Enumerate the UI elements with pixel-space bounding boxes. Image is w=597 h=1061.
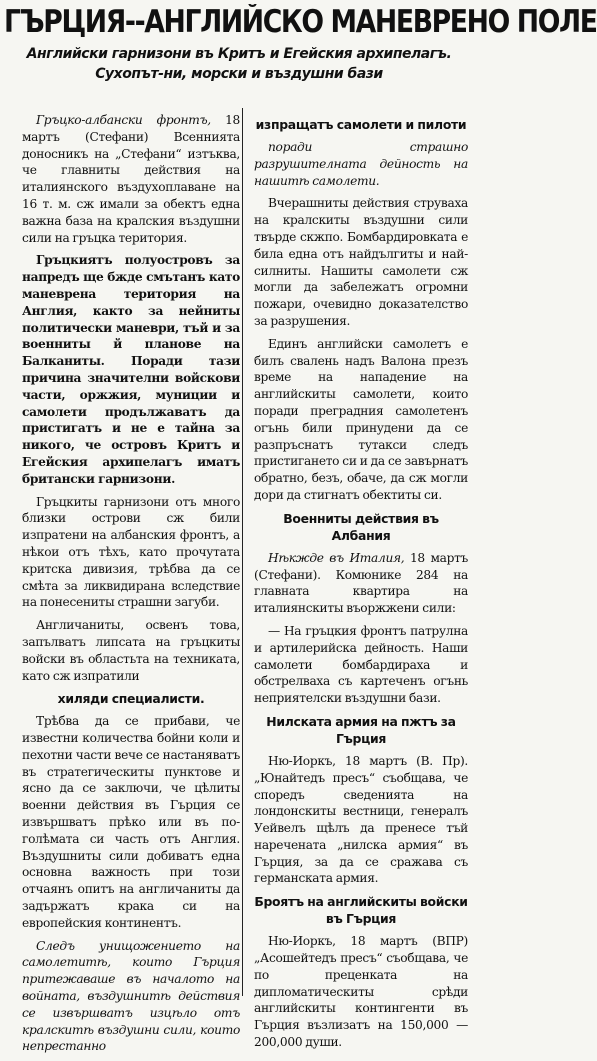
article-paragraph xyxy=(254,550,468,617)
dateline: Нѣкжде въ Италия, xyxy=(268,550,405,565)
section-subheading: Нилската армия на пжтъ за Гърция xyxy=(266,713,456,746)
article-paragraph xyxy=(254,753,468,887)
paragraph-text: 18 мартъ (Стефани). Комюнике 284 на главната квартира на италиянскиты въоржжени сили: xyxy=(254,550,468,616)
headline: ГЪРЦИЯ--АНГЛИЙСКО МАНЕВРЕНО ПОЛЕ xyxy=(4,4,597,40)
article-paragraph xyxy=(22,713,240,931)
paragraph-text: Ню-Иоркъ, 18 мартъ (ВПР) „Асошейтедъ пресъ“ съобщава, че по преценката на дипломатическиты срѣди английскиты контингенти въ Гърция възлизатъ на 150,000 — 200,000 души. xyxy=(254,934,468,1050)
dateline: Гръцко-албански фронтъ, xyxy=(36,113,211,127)
article-paragraph xyxy=(22,494,240,612)
paragraph-text: 18 мартъ (Стефани) Всеннията доносникъ на „Стефани“ изтъква, че главниты действия на италиянского въздухоплаване на 16 т. м. сж имали за обектъ една важна база на кралския въздушни сили на гръцка територия. xyxy=(22,113,240,245)
article-paragraph xyxy=(254,623,468,707)
article-paragraph xyxy=(22,938,240,1056)
paragraph-text: Следъ унищожението на самолетитѣ, които Гърция притежаваше въ началото на войната, въздушнитѣ действия се извършватъ изцѣло отъ кралскитѣ въздушни сили, които непрестанно xyxy=(22,938,240,1054)
paragraph-text: Единъ английски самолетъ е билъ свалень надъ Валона презъ време на нападение на английскиты самолети, които поради преградния самолетенъ огънь били принудени да се разпръснатъ тутакси следъ пристигането си и да се завърнатъ обратно, безъ, обаче, да сж могли дори да стигнатъ обектиты си. xyxy=(254,336,468,502)
section-subheading: Военниты действия въ Албания xyxy=(283,510,439,543)
subheadline: Английски гарнизони въ Критъ и Егейския архипелагъ. Сухопът-ни, морски и въздушни бази xyxy=(26,46,452,82)
left-column xyxy=(22,112,240,1061)
paragraph-text: Англичаниты, освенъ това, запълватъ липсата на гръцкиты войски въ областьта на техниката, като сж изпратили xyxy=(22,618,240,683)
paragraph-text: Ню-Иоркъ, 18 мартъ (В. Пр). „Юнайтедъ пресъ“ съобщава, че споредъ сведенията на лондонскиты вестници, генералъ Уейвелъ щѣлъ да пренесе тъй наречената „нилска армия“ въ Гърция, за да се сражава съ германската армия. xyxy=(254,753,468,886)
article-paragraph xyxy=(22,112,240,246)
paragraph-text: Вчерашниты действия струваха на кралскиты въздушни сили твърде скжпо. Бомбардировката е била една отъ найдългиты и най-силниты. Нашиты самолети сж могли да забележатъ огромни пожари, очевидно доказателство за разрушения. xyxy=(254,196,468,328)
right-column xyxy=(254,112,468,1057)
article-paragraph xyxy=(254,336,468,504)
article-paragraph xyxy=(254,933,468,1051)
column-divider xyxy=(242,108,243,996)
article-paragraph xyxy=(254,139,468,189)
paragraph-text: Гръцкиятъ полуостровъ за напредъ ще бжде смътанъ като маневрена територия на Англия, както за нейниты политически маневри, тъй и за военниты й планове на Балканиты. Поради тази причина значителни войскови части, оржжия, муниции и самолети продължаватъ да пристигатъ и не е тайна за никого, че островъ Критъ и Егейския архипелагъ иматъ британски гарнизони. xyxy=(22,253,240,486)
section-subheading: хиляди специалисти. xyxy=(57,691,205,707)
article-paragraph xyxy=(22,252,240,487)
section-subheading: Броятъ на английскиты войски въ Гърция xyxy=(254,894,468,927)
paragraph-text: Трѣбва да се прибави, че известни количества бойни коли и пехотни части вече се настаняватъ въ стратегическиты пунктове и ясно да се заключи, че цѣлиты военни действия въ Гърция се извършватъ прѣко или въ по-голѣмата си часть отъ Англия. Въздушниты сили добиватъ една основна важность при този отчаянъ опитъ на англичаниты да задържатъ крака си на европейския континентъ. xyxy=(22,714,240,930)
paragraph-text: Гръцкиты гарнизони отъ много близки острови сж били изпратени на албанския фронтъ, а нѣкои отъ тѣхъ, като прочутата критска дивизия, трѣбва да се смѣта за ликвидирана вследствие на понесениты страшни загуби. xyxy=(22,494,240,610)
paragraph-text: — На гръцкия фронтъ патрулна и артилерийска дейность. Наши самолети бомбардираха и обстрелваха съ картеченъ огънь неприятелски въздушни бази. xyxy=(254,623,468,706)
article-paragraph xyxy=(22,617,240,684)
article-paragraph xyxy=(254,195,468,329)
paragraph-text: поради страшно разрушителната дейность на нашитѣ самолети. xyxy=(254,140,468,188)
section-subheading: изпращатъ самолети и пилоти xyxy=(255,117,467,132)
